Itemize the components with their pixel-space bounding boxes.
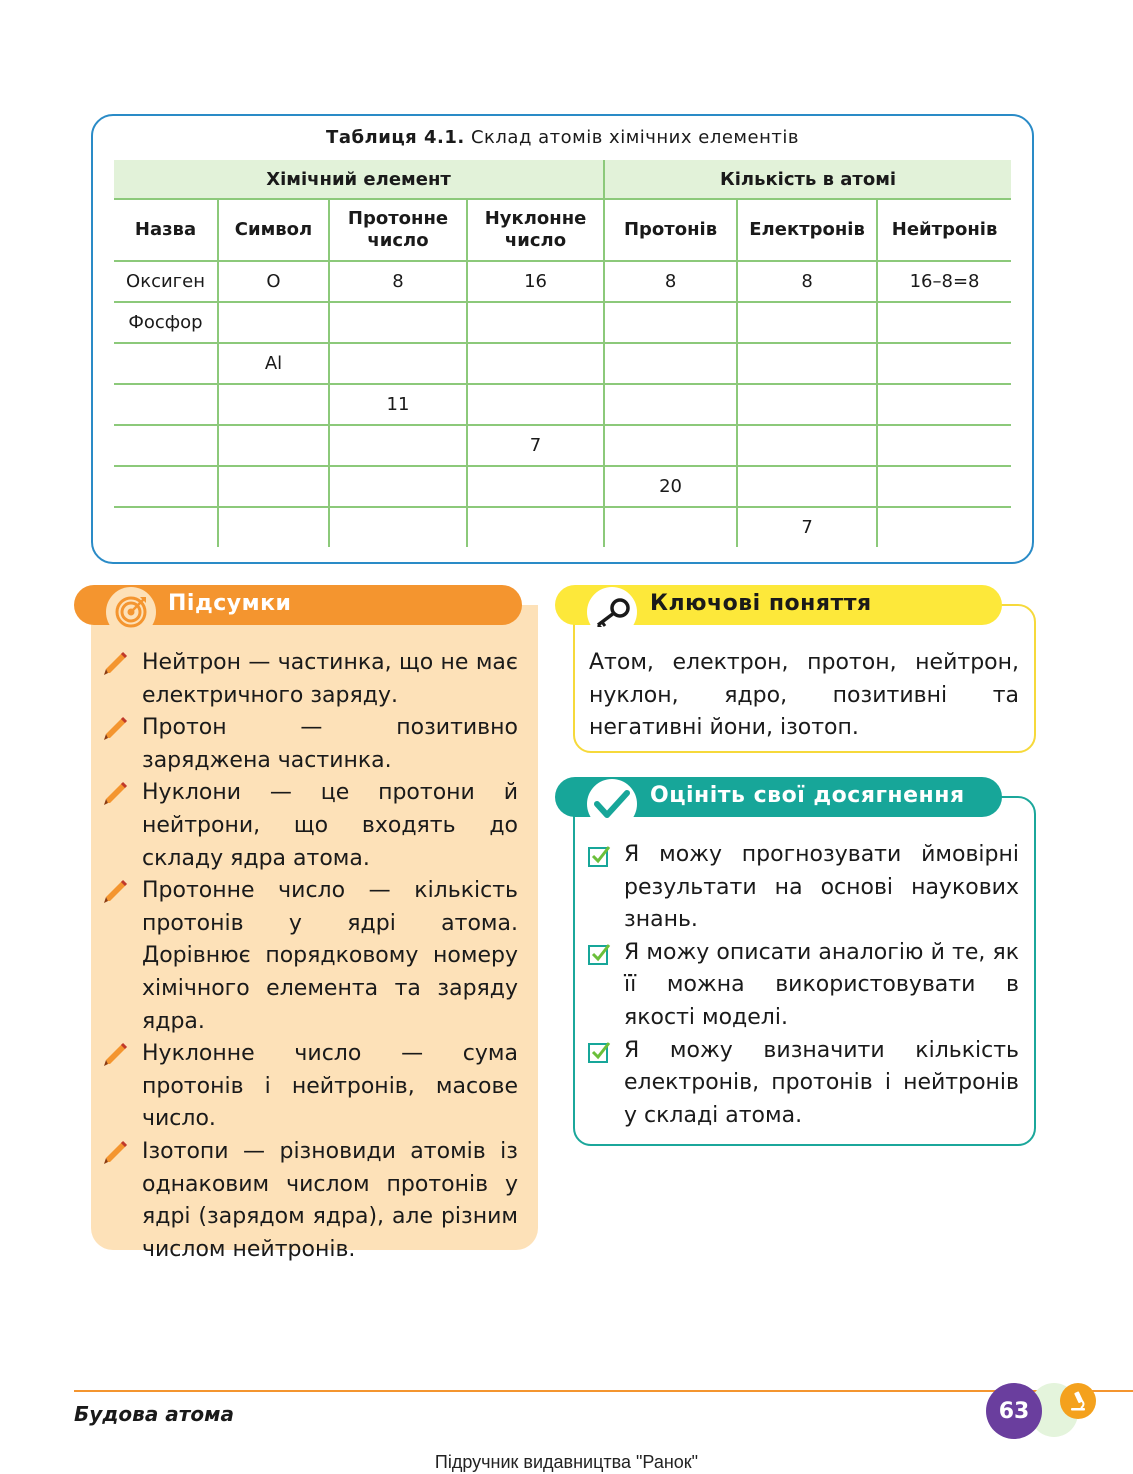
list-item [104, 777, 518, 875]
table-cell [877, 507, 1011, 547]
target-icon [106, 587, 156, 637]
pencil-icon [104, 1042, 132, 1077]
table-cell [329, 425, 467, 466]
pencil-icon [104, 716, 132, 751]
table-cell: 11 [329, 384, 467, 425]
checkmark-icon [587, 779, 637, 829]
section-title: Будова атома [74, 1402, 234, 1426]
table-cell [604, 425, 737, 466]
list-item [104, 1038, 518, 1136]
page-number: 63 [986, 1383, 1042, 1439]
list-item [104, 647, 518, 712]
table-cell [604, 302, 737, 343]
table-cell [877, 343, 1011, 384]
table-cell [737, 384, 877, 425]
column-header-symbol: Символ [218, 199, 329, 261]
table-row [114, 466, 1011, 507]
table-cell [218, 384, 329, 425]
pencil-icon [104, 781, 132, 816]
table-cell [114, 507, 218, 547]
checkbox-checked-icon [587, 942, 611, 977]
table-cell [114, 384, 218, 425]
column-header-neutrons: Нейтронів [877, 199, 1011, 261]
table-cell [329, 466, 467, 507]
footer-divider [74, 1390, 1133, 1392]
group-header-count: Кількість в атомі [604, 160, 1011, 199]
achievements-list [587, 839, 1019, 1132]
table-cell [467, 302, 604, 343]
table-cell [218, 302, 329, 343]
checkbox-checked-icon [587, 1040, 611, 1075]
table-cell [218, 507, 329, 547]
table-row [114, 507, 1011, 547]
column-header-protons: Протонів [604, 199, 737, 261]
table-cell [737, 425, 877, 466]
table-cell: 7 [467, 425, 604, 466]
summary-text: Нейтрон — частинка, що не має електричного заряду. [142, 650, 518, 708]
table-cell [877, 466, 1011, 507]
table-cell [329, 302, 467, 343]
table-cell [737, 466, 877, 507]
table-row [114, 425, 1011, 466]
table-cell [329, 343, 467, 384]
table-caption [91, 127, 1034, 148]
key-icon [587, 587, 637, 637]
checkbox-checked-icon [587, 844, 611, 879]
table-cell [737, 343, 877, 384]
summary-text: Протонне число — кількість протонів у ядрі атома. Дорівнює порядковому номеру хімічного елемента та заряду ядра. [142, 878, 518, 1034]
table-cell [604, 343, 737, 384]
table-cell: O [218, 261, 329, 302]
column-header-nucleon-number: Нуклонне число [467, 199, 604, 261]
achievement-text: Я можу визначити кількість електронів, протонів і нейтронів у складі атома. [624, 1037, 1019, 1128]
publisher-note: Підручник видавництва "Ранок" [434, 1452, 699, 1472]
table-cell [604, 384, 737, 425]
summary-list [104, 647, 518, 1266]
table-row [114, 261, 1011, 302]
table-cell [467, 343, 604, 384]
table-cell [218, 466, 329, 507]
pencil-icon [104, 879, 132, 914]
key-concepts-title: Ключові поняття [650, 591, 872, 616]
table-cell: 7 [737, 507, 877, 547]
achievement-text: Я можу описати аналогію й те, як її можна використовувати в якості моделі. [624, 939, 1019, 1030]
summary-title: Підсумки [168, 591, 292, 616]
list-item [104, 712, 518, 777]
table-cell [329, 507, 467, 547]
table-cell: Al [218, 343, 329, 384]
table-row [114, 384, 1011, 425]
table-cell: 16–8=8 [877, 261, 1011, 302]
table-cell [114, 466, 218, 507]
table-cell: 8 [604, 261, 737, 302]
column-header-electrons: Електронів [737, 199, 877, 261]
composition-table [114, 160, 1011, 547]
list-item [587, 839, 1019, 937]
table-row [114, 343, 1011, 384]
table-cell [877, 384, 1011, 425]
table-cell [877, 425, 1011, 466]
microscope-icon [1060, 1383, 1096, 1419]
table-cell: 20 [604, 466, 737, 507]
table-cell [114, 425, 218, 466]
key-concepts-text: Атом, електрон, протон, нейтрон, нуклон, ядро, позитивні та негативні йони, ізотоп. [589, 650, 1019, 741]
table-cell [877, 302, 1011, 343]
summary-text: Протон — позитивно заряджена частинка. [142, 715, 518, 773]
table-cell: Фосфор [114, 302, 218, 343]
table-row [114, 302, 1011, 343]
table-cell [467, 384, 604, 425]
table-cell [218, 425, 329, 466]
table-cell: 8 [737, 261, 877, 302]
list-item [104, 1136, 518, 1266]
list-item [104, 875, 518, 1038]
pencil-icon [104, 651, 132, 686]
table-cell [604, 507, 737, 547]
table-cell [467, 507, 604, 547]
list-item [587, 1035, 1019, 1133]
table-cell [467, 466, 604, 507]
table-cell: Оксиген [114, 261, 218, 302]
table-cell: 16 [467, 261, 604, 302]
table-cell: 8 [329, 261, 467, 302]
group-header-element: Хімічний елемент [114, 160, 604, 199]
summary-text: Ізотопи — різновиди атомів із однаковим числом протонів у ядрі (зарядом ядра), але різним числом нейтронів. [142, 1138, 518, 1262]
summary-text: Нуклони — це протони й нейтрони, що входять до складу ядра атома. [142, 780, 518, 871]
column-header-proton-number: Протонне число [329, 199, 467, 261]
table-cell [737, 302, 877, 343]
achievement-text: Я можу прогнозувати ймовірні результати на основі наукових знань. [624, 842, 1019, 933]
pencil-icon [104, 1140, 132, 1175]
table-cell [114, 343, 218, 384]
column-header-name: Назва [114, 199, 218, 261]
achievements-title: Оцініть свої досягнення [650, 783, 965, 808]
table-caption-text: Склад атомів хімічних елементів [470, 127, 799, 148]
list-item [587, 937, 1019, 1035]
table-caption-number: Таблиця 4.1. [326, 127, 465, 148]
summary-text: Нуклонне число — сума протонів і нейтронів, масове число. [142, 1041, 518, 1132]
